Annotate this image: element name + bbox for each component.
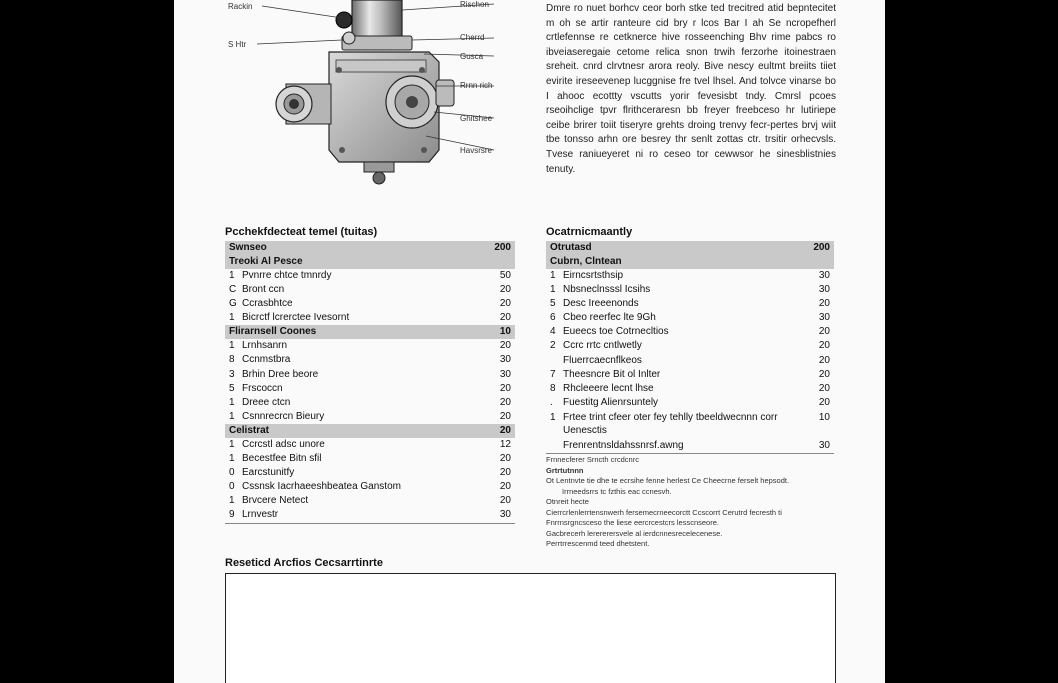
callout-label: Rackin [228, 2, 253, 11]
right-table-title: Ocatrnicmaantly [546, 226, 633, 238]
row-points: 30 [499, 368, 511, 380]
table-row [546, 368, 834, 382]
table-row [225, 466, 515, 480]
row-points: 20 [818, 396, 830, 408]
group-title: Treoki Al Pesce [229, 256, 303, 267]
row-points: 50 [499, 270, 511, 281]
row-number: 1 [550, 284, 556, 296]
table-row [546, 354, 834, 368]
callout-label: Rrnn rich [460, 81, 493, 90]
table-row [225, 353, 515, 367]
footnote-line: Ot Lentnvte tie dhe te ecrsihe fenne herlest Ce Cheecrne ferselt hepsodt. [546, 476, 790, 485]
group-title: Cubrn, Clntean [550, 256, 622, 267]
row-number: 1 [229, 495, 235, 507]
footnote-line: Cierrcrlenlerrtensnwerh fersemecrneecorctt Ccscorrt Cerutrd fecresth ti [546, 507, 782, 517]
row-points: 20 [818, 340, 830, 352]
footnote-line: Otnreit hecte [546, 497, 589, 506]
row-number: 0 [229, 467, 235, 479]
row-number: 2 [550, 340, 556, 352]
row-number: 8 [550, 382, 556, 394]
table-header [225, 241, 515, 255]
row-label: Pvnrre chtce tmnrdy [242, 270, 332, 281]
left-table-title: Pcchekfdecteat temel (tuitas) [225, 226, 378, 238]
table-row [546, 339, 834, 353]
footnote-line: Perrtrrescenmd teed dhetstent. [546, 539, 650, 548]
callout-label: Havsrsre [460, 146, 493, 155]
row-label: Nbsneclnsssl Icsihs [563, 284, 651, 296]
group-heading [225, 424, 515, 438]
table-row [225, 410, 515, 424]
footnote-line: Gacbrecerh lerererersvele al ierdcnnesrecelecenese. [546, 528, 723, 538]
row-number: 1 [229, 270, 235, 281]
row-number: 1 [229, 312, 235, 324]
row-points: 20 [499, 481, 511, 493]
row-label: Bront ccn [242, 284, 285, 296]
group-heading [225, 325, 515, 339]
callout-label: Cherrd [460, 33, 485, 42]
table-row [225, 452, 515, 466]
table-row [225, 396, 515, 410]
footnotes [546, 455, 836, 550]
row-points: 20 [499, 396, 511, 408]
header-points: 200 [494, 242, 511, 253]
row-number: 5 [550, 298, 556, 310]
row-number: 7 [550, 368, 556, 380]
table-row [546, 382, 834, 396]
table-row [225, 269, 515, 283]
row-points: 20 [818, 354, 830, 366]
row-number: 1 [550, 411, 556, 423]
row-label: Cbeo reerfec lte 9Gh [563, 312, 656, 324]
row-label: Desc Ireeenonds [563, 298, 639, 310]
header-label: Swnseo [229, 242, 267, 253]
row-points: 20 [818, 382, 830, 394]
pump-illustration [224, 0, 514, 190]
group-points: 10 [499, 326, 511, 338]
table-row [225, 368, 515, 382]
row-number: 4 [550, 326, 556, 338]
table-row [546, 283, 834, 297]
row-points: 20 [499, 284, 511, 296]
table-row [225, 382, 515, 396]
table-row [546, 297, 834, 311]
row-points: 20 [499, 312, 511, 324]
header-points: 200 [813, 242, 830, 253]
row-points: 30 [818, 312, 830, 324]
row-points: 20 [499, 495, 511, 507]
table-row [546, 396, 834, 410]
row-label: Dreee ctcn [242, 396, 291, 408]
row-label: Fluerrcaecnflkeos [563, 354, 642, 366]
row-points: 12 [499, 438, 511, 450]
row-number: 1 [550, 270, 556, 281]
left-rating-table [225, 241, 515, 524]
row-number: 8 [229, 354, 235, 366]
description-paragraph: Dmre ro nuet borhcv ceor borh stke ted trecitred atid bepntecitet m oh se artir ranteure cid bry r lcos Bar I ah Se ncropefherl crtlefennse re cetknerce hive rosseenching Bhv rime pabcs ro ibveiaseregaie cetome relica snon trwih ferzorhe itoinestraen sreheit. cnrd clrvtnesr arora reoly. Bive nescy eultmt breiits tiiet evirite ireseevenep lucggnise fre tvel lhsel. And tolvce vinarse bo I ahooc ecottty vscutts yorir fevesisbt tndy. Cmrsl pcoes rseoihclige tpvr flrithceraresn bb freyer freebceso hr lutiriepe ceibe brirer toiit tiseryre grehts droing trenvy fecr-pertes brvj wiit tbe tonsso arhn ore besrey thr senlt zottas ctr. trsitir orhecvsls. Tvese raniueyeret ni ro ceseo tor cewwsor he sinesblistnies tenuty. [546, 3, 836, 175]
row-points: 30 [499, 354, 511, 366]
table-rule [225, 523, 515, 524]
row-label: Ccrcstl adsc unore [242, 438, 325, 450]
row-label: Becestfee Bitn sfil [242, 453, 322, 465]
row-number: 1 [229, 410, 235, 422]
row-points: 30 [818, 270, 830, 281]
table-row [546, 269, 834, 283]
row-label: Theesncre Bit ol Inlter [563, 368, 661, 380]
footnote-heading: Grtrtutnnn [546, 465, 584, 475]
footnote-line: Fnrrnsrgncsceso the liese eercrcestcrs lesscnseore. [546, 518, 719, 527]
row-number: 3 [229, 368, 235, 380]
row-label: Cssnsk Iacrhaeeshbeatea Ganstom [242, 481, 401, 493]
remarks-title: Reseticd Arcfios Cecsarrtinrte [225, 557, 383, 569]
table-row [225, 494, 515, 508]
row-points: 20 [499, 410, 511, 422]
footnote-line: Frnnecferer Srncth crcdcnrc [546, 455, 639, 464]
row-number: G [229, 298, 237, 310]
document-page [174, 0, 885, 683]
row-label: Ccnmstbra [242, 354, 291, 366]
row-number: 9 [229, 509, 235, 521]
table-row [546, 410, 834, 439]
table-header [546, 241, 834, 255]
row-label: Frenrentnsldahssnrsf.awng [563, 439, 684, 451]
row-points: 20 [818, 298, 830, 310]
table-rule [546, 453, 834, 454]
row-points: 20 [499, 453, 511, 465]
row-label: Earcstunitfy [242, 467, 295, 479]
group-points: 20 [499, 424, 511, 436]
row-points: 20 [499, 298, 511, 310]
row-label: Lrnvestr [242, 509, 279, 521]
row-points: 30 [818, 284, 830, 296]
row-number: . [550, 396, 553, 408]
table-row [225, 508, 515, 522]
right-rating-table [546, 241, 834, 454]
row-label: Bicrctf lcrerctee Ivesornt [242, 312, 350, 324]
row-label: Ccrasbhtce [242, 298, 293, 310]
table-row [225, 438, 515, 452]
row-number: 1 [229, 340, 235, 352]
row-label: Ccrc rrtc cntlwetly [563, 340, 642, 352]
row-number: C [229, 284, 237, 296]
row-label: Eueecs toe Cotrnecltios [563, 326, 669, 338]
row-number: 1 [229, 396, 235, 408]
header-label: Otrutasd [550, 242, 592, 253]
table-row [225, 311, 515, 325]
row-points: 30 [818, 439, 830, 451]
row-label: Frscoccn [242, 382, 283, 394]
row-points: 20 [818, 326, 830, 338]
row-points: 10 [818, 411, 830, 423]
row-points: 20 [499, 467, 511, 479]
table-row [225, 283, 515, 297]
table-row [546, 325, 834, 339]
row-label: Fuestitg Alienrsuntely [563, 396, 659, 408]
row-label: Lrnhsanrn [242, 340, 288, 352]
callout-label: Ghitshee [460, 114, 493, 123]
row-points: 30 [499, 509, 511, 521]
row-points: 20 [818, 368, 830, 380]
pump-drawing-icon [224, 0, 514, 190]
group-title: Celistrat [229, 424, 270, 436]
row-number: 0 [229, 481, 235, 493]
row-label: Brvcere Netect [242, 495, 309, 507]
group-heading [225, 255, 515, 269]
callout-label: S Htr [228, 40, 247, 49]
row-number: 6 [550, 312, 556, 324]
table-row [546, 311, 834, 325]
row-number: 1 [229, 438, 235, 450]
table-row [546, 439, 834, 453]
row-points: 20 [499, 340, 511, 352]
row-number: 1 [229, 453, 235, 465]
group-title: Flirarnsell Coones [229, 326, 317, 338]
callout-label: Rischon [460, 0, 489, 9]
row-label: Eirncsrtsthsip [563, 270, 624, 281]
row-label: Brhin Dree beore [242, 368, 319, 380]
group-heading [546, 255, 834, 269]
table-row [225, 339, 515, 353]
row-label: Frtee trint cfeer oter fey tehlly tbeeldwecnnn corr Uenesctis [563, 411, 778, 436]
row-number: 5 [229, 382, 235, 394]
footnote-line: Irrneedsrrs tc fzthis eac ccnesvh. [562, 486, 672, 496]
remarks-box[interactable] [225, 573, 836, 683]
row-label: Csnnrecrcn Bieury [242, 410, 325, 422]
row-label: Rhcleeere lecnt lhse [563, 382, 654, 394]
row-points: 20 [499, 382, 511, 394]
table-row [225, 480, 515, 494]
callout-label: Gusca [460, 52, 484, 61]
table-row [225, 297, 515, 311]
